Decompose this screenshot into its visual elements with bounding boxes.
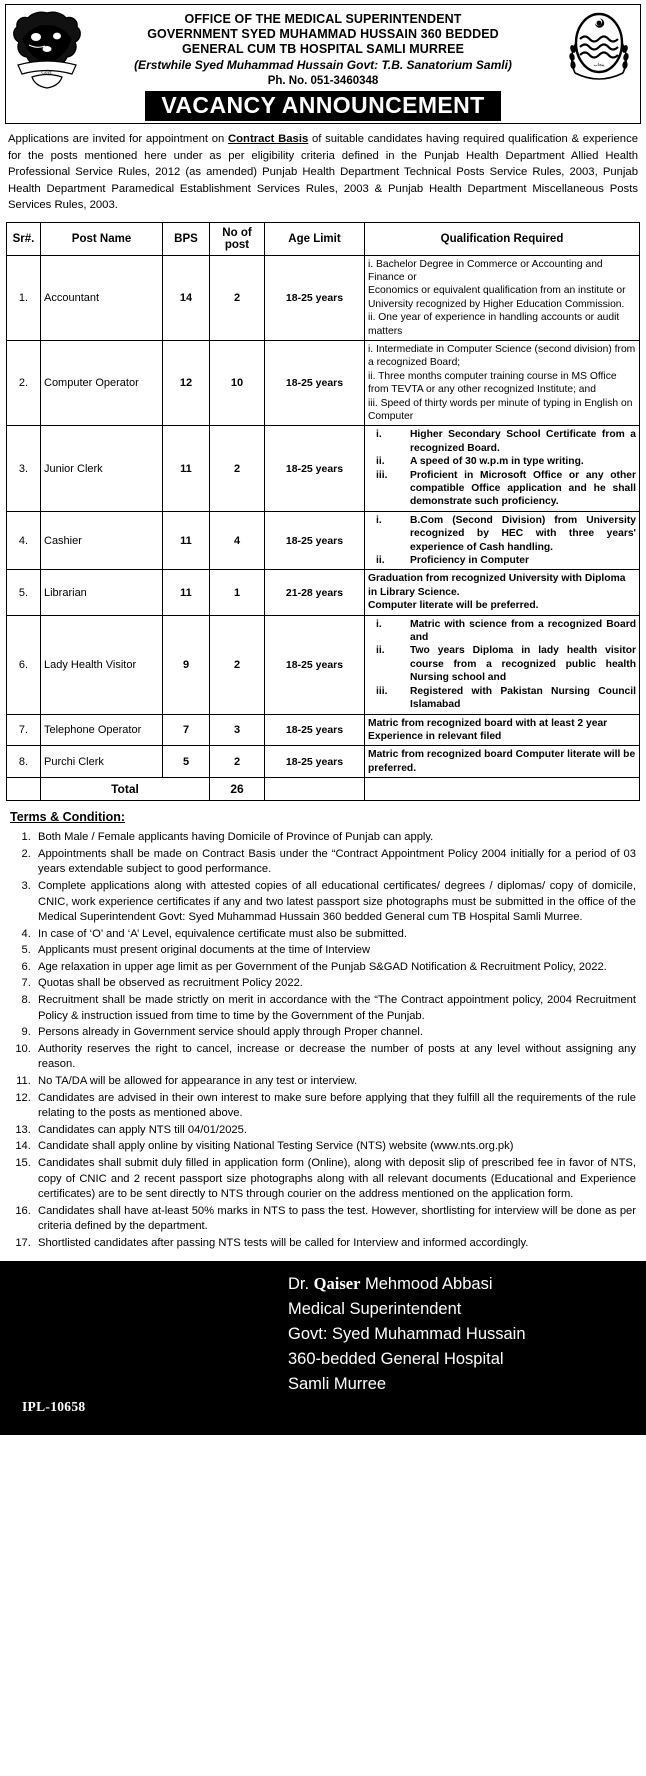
qualification-text-block xyxy=(368,748,636,775)
qualification-item-text: Proficiency in Computer xyxy=(410,555,530,567)
total-blank-cell xyxy=(7,778,41,801)
table-row xyxy=(7,340,640,425)
intro-contract-basis-highlight: Contract Basis xyxy=(227,133,309,145)
cell-no-of-post: 4 xyxy=(210,511,265,570)
cell-age-limit: 18-25 years xyxy=(265,340,365,425)
cell-qualification xyxy=(365,570,640,615)
cell-sr: 5. xyxy=(7,570,41,615)
terms-item: 8. Recruitment shall be made strictly on merit in accordance with the “The Contract appointment policy, 2004 Recruitment Policy & instruction issued from time to time by the Government of the Punjab. xyxy=(34,993,636,1024)
table-row xyxy=(7,426,640,511)
qualification-item xyxy=(368,428,636,455)
vacancy-announcement-banner: VACANCY ANNOUNCEMENT xyxy=(145,91,500,121)
qualification-item-text: A speed of 30 w.p.m in type writing. xyxy=(410,456,584,468)
qualification-line: Computer literate will be preferred. xyxy=(368,600,539,612)
table-total-row xyxy=(7,778,640,801)
qualification-text-block xyxy=(368,343,636,423)
cell-age-limit: 18-25 years xyxy=(265,511,365,570)
cell-no-of-post: 10 xyxy=(210,340,265,425)
qualification-item-marker: iii. xyxy=(376,469,388,481)
cell-bps: 7 xyxy=(163,714,210,746)
intro-part-1: Applications are invited for appointment on xyxy=(8,133,228,145)
qualification-item-text: Two years Diploma in lady health visitor course from a recognized public health Nursing school and xyxy=(410,645,636,684)
qualification-line: ii. Three months computer training course in MS Office from TEVTA or any other recognized Institute; and xyxy=(368,370,617,396)
terms-item: 5. Applicants must present original documents at the time of Interview xyxy=(34,943,636,959)
signatory-name: Dr. Qaiser Mehmood Abbasi xyxy=(288,1273,493,1293)
punjab-government-crest-icon xyxy=(8,9,86,93)
terms-item: 9. Persons already in Government service should apply through Proper channel. xyxy=(34,1025,636,1041)
cell-no-of-post: 3 xyxy=(210,714,265,746)
svg-text:Govt.: Govt. xyxy=(41,71,53,76)
table-row xyxy=(7,255,640,340)
cell-post-name: Accountant xyxy=(41,255,163,340)
header-box xyxy=(5,4,641,124)
header-line-1: OFFICE OF THE MEDICAL SUPERINTENDENT xyxy=(184,12,462,26)
qualification-line: Matric from recognized board with at least 2 year Experience in relevant filed xyxy=(368,717,608,742)
table-row xyxy=(7,570,640,615)
qualification-item xyxy=(368,469,636,509)
cell-sr: 8. xyxy=(7,746,41,778)
cell-bps: 11 xyxy=(163,570,210,615)
footer-signature-block xyxy=(0,1261,646,1435)
qualification-item xyxy=(368,644,636,684)
cell-qualification xyxy=(365,714,640,746)
cell-age-limit: 18-25 years xyxy=(265,746,365,778)
qualification-roman-list xyxy=(368,618,636,712)
terms-item: 12. Candidates are advised in their own interest to make sure before applying that they fulfill all the requirements of the rule relating to the posts as mentioned above. xyxy=(34,1091,636,1122)
qualification-line: i. Intermediate in Computer Science (second division) from a recognized Board; xyxy=(368,343,636,369)
qualification-line: ii. One year of experience in handling accounts or audit xyxy=(368,312,620,324)
qualification-item-marker: ii. xyxy=(376,456,385,468)
cell-age-limit: 18-25 years xyxy=(265,426,365,511)
cell-post-name: Cashier xyxy=(41,511,163,570)
qualification-item-marker: i. xyxy=(376,429,382,441)
posts-table xyxy=(6,222,640,802)
cell-no-of-post: 2 xyxy=(210,255,265,340)
total-label: Total xyxy=(41,778,210,801)
cell-post-name: Telephone Operator xyxy=(41,714,163,746)
cell-qualification xyxy=(365,255,640,340)
terms-item: 3. Complete applications along with attested copies of all educational certificates/ degrees / diplomas/ copy of domicile, CNIC, work experience certificates if any and two latest passport size photographs must be submitted in the office of the Medical Superintendent Govt: Syed Muhammad Hussain 360 bedded General cum TB Hospital Samli Murree. xyxy=(34,879,636,926)
qualification-text-block xyxy=(368,572,636,612)
cell-age-limit: 18-25 years xyxy=(265,615,365,714)
terms-item: 6. Age relaxation in upper age limit as per Government of the Punjab S&GAD Notification & Recruitment Policy, 2022. xyxy=(34,960,636,976)
qualification-roman-list xyxy=(368,514,636,568)
qualification-item-text: Proficient in Microsoft Office or any other compatible Office application and he shall demonstrate such proficiency. xyxy=(410,469,636,508)
cell-bps: 5 xyxy=(163,746,210,778)
qualification-item xyxy=(368,554,636,567)
qualification-roman-list xyxy=(368,428,636,508)
qualification-item-marker: ii. xyxy=(376,645,385,657)
vacancy-announcement-page xyxy=(0,4,646,1776)
cell-age-limit: 21-28 years xyxy=(265,570,365,615)
cell-post-name: Junior Clerk xyxy=(41,426,163,511)
advert-reference-number: IPL-10658 xyxy=(22,1398,86,1414)
total-value: 26 xyxy=(210,778,265,801)
signatory-details xyxy=(288,1271,646,1397)
qualification-item xyxy=(368,514,636,554)
terms-and-conditions-title: Terms & Condition: xyxy=(10,810,126,825)
cell-sr: 2. xyxy=(7,340,41,425)
qualification-item-text: Registered with Pakistan Nursing Council Islamabad xyxy=(410,685,636,711)
terms-item: 13. Candidates can apply NTS till 04/01/2025. xyxy=(34,1123,636,1139)
intro-part-2: of suitable candidates having required qualification & experience for the posts mentioned here under as per eligibility criteria defined in the Punjab Health Department Allied Health Professional Service Rules, 2012 (as amended) Punjab Health Department Technical Posts Service Rules, 2003, Punjab Health Department Paramedical Establishment Services Rules, 2003 & Punjab Health Department Miscellaneous Posts Services Rules, 2003. xyxy=(8,133,639,211)
terms-and-conditions-list xyxy=(10,830,636,1251)
cell-qualification xyxy=(365,340,640,425)
table-row xyxy=(7,746,640,778)
intro-paragraph xyxy=(8,131,638,214)
table-header-row xyxy=(7,222,640,255)
cell-bps: 11 xyxy=(163,426,210,511)
cell-no-of-post: 2 xyxy=(210,426,265,511)
cell-bps: 9 xyxy=(163,615,210,714)
signatory-title: Medical Superintendent xyxy=(288,1299,462,1318)
terms-item: 11. No TA/DA will be allowed for appearance in any test or interview. xyxy=(34,1074,636,1090)
cell-qualification xyxy=(365,426,640,511)
punjab-provincial-emblem-icon xyxy=(560,9,638,93)
qualification-line: Matric from recognized board Computer literate will be preferred. xyxy=(368,749,636,774)
cell-post-name: Computer Operator xyxy=(41,340,163,425)
header-phone: Ph. No. 051-3460348 xyxy=(267,75,379,87)
terms-item: 16. Candidates shall have at-least 50% marks in NTS to pass the test. However, shortlisting for interview will be done as per criteria defined by the department. xyxy=(34,1204,636,1235)
terms-item: 17. Shortlisted candidates after passing NTS tests will be called for Interview and informed accordingly. xyxy=(34,1236,636,1252)
header-line-2: GOVERNMENT SYED MUHAMMAD HUSSAIN 360 BEDDED xyxy=(147,27,499,41)
cell-qualification xyxy=(365,746,640,778)
header-line-3: GENERAL CUM TB HOSPITAL SAMLI MURREE xyxy=(181,42,465,56)
qualification-item-text: Matric with science from a recognized Board and xyxy=(410,618,636,644)
table-row xyxy=(7,511,640,570)
cell-post-name: Purchi Clerk xyxy=(41,746,163,778)
qualification-line: Graduation from recognized University with Diploma in Library Science. xyxy=(368,573,626,598)
cell-no-of-post: 2 xyxy=(210,746,265,778)
cell-bps: 11 xyxy=(163,511,210,570)
header-erstwhile-name: (Erstwhile Syed Muhammad Hussain Govt: T.B. Sanatorium Samli) xyxy=(134,58,512,72)
terms-item: 10. Authority reserves the right to cancel, increase or decrease the number of posts at any level without assigning any reason. xyxy=(34,1042,636,1073)
qualification-line: i. Bachelor Degree in Commerce or Accounting and Finance or xyxy=(368,258,603,283)
qualification-line: Economics or equivalent qualification from an institute or University recognized by Higher Education Commission. xyxy=(368,285,626,310)
cell-bps: 14 xyxy=(163,255,210,340)
qualification-item-marker: i. xyxy=(376,514,382,526)
svg-text:پنجاب: پنجاب xyxy=(593,62,605,67)
total-empty-age xyxy=(265,778,365,801)
cell-no-of-post: 2 xyxy=(210,615,265,714)
terms-item: 14. Candidate shall apply online by visiting National Testing Service (NTS) website (www.nts.org.pk) xyxy=(34,1139,636,1155)
header-bps: BPS xyxy=(163,222,210,255)
qualification-item xyxy=(368,618,636,645)
header-post-name: Post Name xyxy=(41,222,163,255)
signatory-org-line-3: Samli Murree xyxy=(288,1374,387,1393)
cell-age-limit: 18-25 years xyxy=(265,255,365,340)
header-qualification: Qualification Required xyxy=(365,222,640,255)
cell-sr: 1. xyxy=(7,255,41,340)
qualification-item-marker: ii. xyxy=(376,555,385,567)
cell-post-name: Lady Health Visitor xyxy=(41,615,163,714)
header-sr: Sr#. xyxy=(7,222,41,255)
terms-item: 1. Both Male / Female applicants having Domicile of Province of Punjab can apply. xyxy=(34,830,636,846)
qualification-line: iii. Speed of thirty words per minute of typing in English on Computer xyxy=(368,397,633,422)
terms-item: 4. In case of ‘O’ and ‘A’ Level, equivalence certificate must also be submitted. xyxy=(34,927,636,943)
cell-no-of-post: 1 xyxy=(210,570,265,615)
cell-age-limit: 18-25 years xyxy=(265,714,365,746)
terms-item: 7. Quotas shall be observed as recruitment Policy 2022. xyxy=(34,976,636,992)
table-row xyxy=(7,714,640,746)
qualification-text-block xyxy=(368,717,636,744)
cell-sr: 6. xyxy=(7,615,41,714)
cell-post-name: Librarian xyxy=(41,570,163,615)
qualification-item-marker: iii. xyxy=(376,685,388,697)
cell-bps: 12 xyxy=(163,340,210,425)
cell-qualification xyxy=(365,511,640,570)
header-no-of-post: No of post xyxy=(210,222,265,255)
header-age-limit: Age Limit xyxy=(265,222,365,255)
qualification-item xyxy=(368,685,636,712)
total-empty-qualification xyxy=(365,778,640,801)
qualification-item-text: Higher Secondary School Certificate from a recognized Board. xyxy=(410,429,636,454)
qualification-item xyxy=(368,455,636,468)
qualification-line: matters xyxy=(368,325,403,337)
cell-sr: 7. xyxy=(7,714,41,746)
terms-item: 15. Candidates shall submit duly filled in application form (Online), along with deposit slip of prescribed fee in favor of NTS, copy of CNIC and 2 recent passport size photographs along with all relevant documents (Educational and Experience certificates) are to be sent directly to NTS through courier on the address mentioned on the application form. xyxy=(34,1156,636,1203)
signatory-org-line-2: 360-bedded General Hospital xyxy=(288,1349,504,1368)
qualification-item-text: B.Com (Second Division) from University recognized by HEC with three years' experience of Cash handling. xyxy=(410,514,636,553)
qualification-text-block xyxy=(368,258,636,338)
signatory-org-line-1: Govt: Syed Muhammad Hussain xyxy=(288,1324,526,1343)
header-titles xyxy=(86,9,560,121)
qualification-item-marker: i. xyxy=(376,618,382,630)
cell-sr: 3. xyxy=(7,426,41,511)
terms-item: 2. Appointments shall be made on Contract Basis under the “Contract Appointment Policy 2004 initially for a period of 03 years extendable subject to good performance. xyxy=(34,847,636,878)
cell-qualification xyxy=(365,615,640,714)
table-row xyxy=(7,615,640,714)
cell-sr: 4. xyxy=(7,511,41,570)
